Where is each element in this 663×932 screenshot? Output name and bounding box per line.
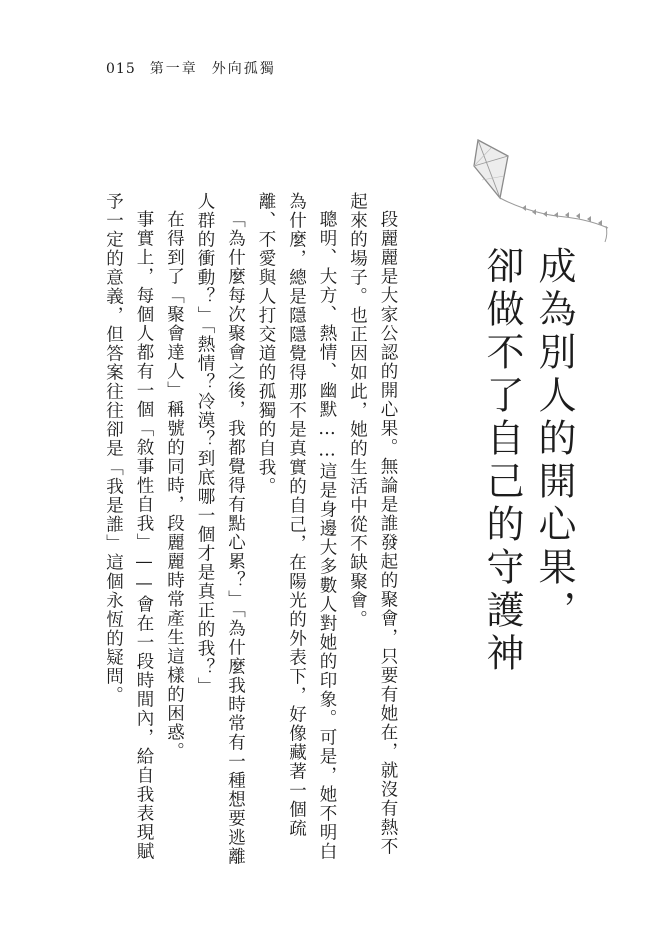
paragraph: 「為什麼每次聚會之後，我都覺得有點心累？」「為什麼我時常有一種想要逃離人群的衝動？」「熱情？冷漠？到底哪一個才是真正的我？」 — [195, 192, 246, 866]
paragraph: 事實上，每個人都有一個「敘事性自我」——會在一段時間內，給自我表現賦予一定的意義，但答案往往卻是「我是誰」這個永恆的疑問。 — [103, 192, 154, 861]
body-text — [98, 192, 403, 872]
paragraph: 段麗麗是大家公認的開心果。無論是誰發起的聚會，只要有她在，就沒有熱不起來的場子。也正因如此，她的生活中從不缺聚會。 — [347, 192, 398, 856]
title-line-1: 成為別人的開心果， — [532, 246, 576, 633]
paragraph: 在得到了「聚會達人」稱號的同時，段麗麗時常產生這樣的困惑。 — [164, 209, 185, 761]
paragraph: 聰明、大方、熱情、幽默……這是身邊大多數人對她的印象。可是，她不明白為什麼，總是隱隱覺得那不是真實的自己，在陽光的外表下，好像藏著一個疏離、不愛與人打交道的孤獨的自我。 — [256, 192, 337, 861]
chapter-section-title — [476, 246, 580, 676]
page-number: 015 — [106, 61, 136, 77]
running-header — [106, 58, 276, 78]
chapter-label: 第一章 — [149, 61, 198, 77]
chapter-title: 外向孤獨 — [211, 61, 276, 77]
title-line-2: 卻做不了自己的守護神 — [480, 246, 524, 676]
kite-icon — [470, 136, 610, 251]
